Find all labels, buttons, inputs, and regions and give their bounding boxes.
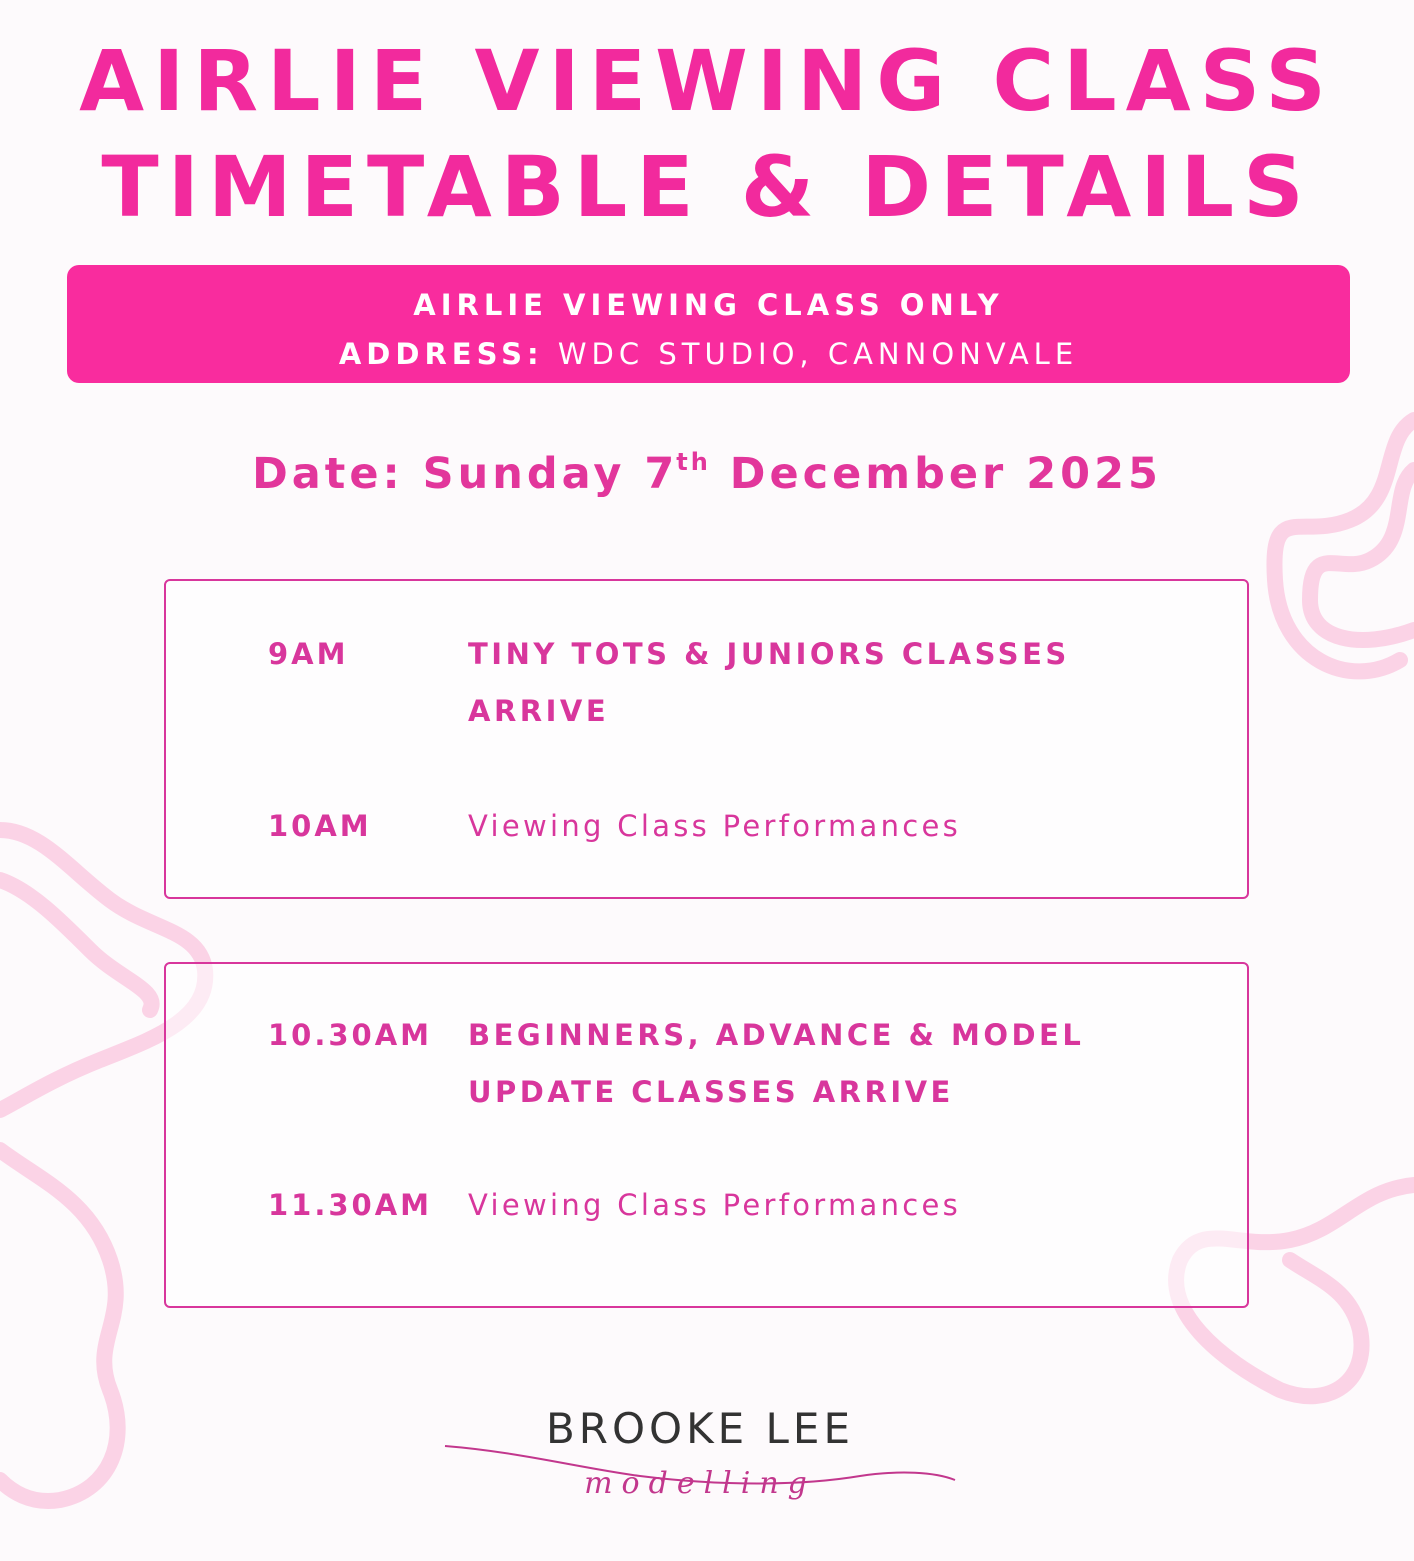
logo-subtitle: modelling xyxy=(584,1466,816,1501)
date-label: Date: Sunday 7 xyxy=(252,449,679,499)
schedule-time: 9AM xyxy=(268,637,349,671)
schedule-description: BEGINNERS, ADVANCE & MODEL UPDATE CLASSES ARRIVE xyxy=(468,1018,1085,1109)
date-rest: December 2025 xyxy=(729,449,1162,499)
schedule-description: Viewing Class Performances xyxy=(468,809,962,843)
schedule-time: 11.30AM xyxy=(268,1188,433,1222)
page-title-line-1: AIRLIE VIEWING CLASS xyxy=(79,32,1335,130)
event-date xyxy=(0,448,1414,499)
schedule-time: 10AM xyxy=(268,809,372,843)
schedule-box-2 xyxy=(164,962,1249,1308)
date-ordinal-suffix: th xyxy=(676,448,711,476)
schedule-description: TINY TOTS & JUNIORS CLASSES ARRIVE xyxy=(468,637,1070,728)
schedule-description: Viewing Class Performances xyxy=(468,1188,962,1222)
banner-address-line xyxy=(67,330,1350,379)
address-value: WDC STUDIO, CANNONVALE xyxy=(557,337,1079,371)
banner-line-1: AIRLIE VIEWING CLASS ONLY xyxy=(413,288,1004,322)
page-title-line-2: TIMETABLE & DETAILS xyxy=(101,138,1313,236)
brand-logo xyxy=(440,1400,960,1510)
address-label: ADDRESS: xyxy=(338,337,544,371)
schedule-box-1 xyxy=(164,579,1249,899)
page-title xyxy=(0,28,1414,240)
schedule-time: 10.30AM xyxy=(268,1018,433,1052)
logo-name: BROOKE LEE xyxy=(545,1404,855,1453)
info-banner xyxy=(67,265,1350,383)
